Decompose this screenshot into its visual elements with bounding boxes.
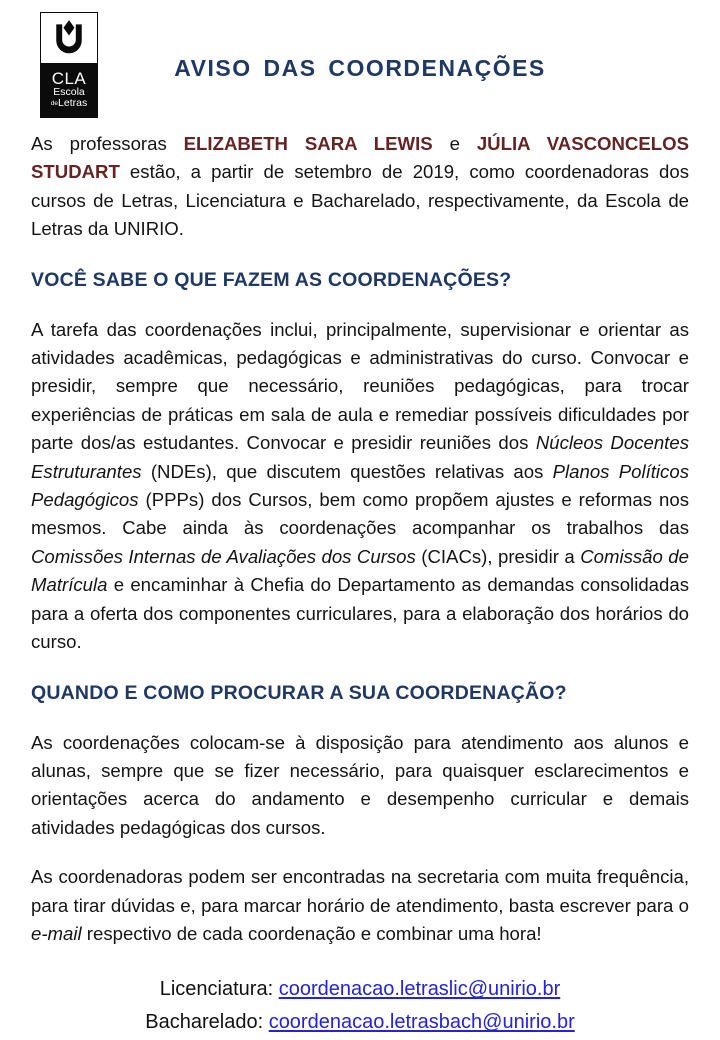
- document-header: [31, 12, 689, 120]
- text-segment-italic: Comissões Internas de Avaliações dos Cursos: [31, 545, 416, 567]
- bacharelado-email-link[interactable]: coordenacao.letrasbach@unirio.br: [268, 1011, 575, 1034]
- text-segment-bold-red: ELIZABETH SARA LEWIS: [183, 133, 433, 154]
- logo-de-word: de: [50, 99, 59, 107]
- how-to-schedule-paragraph: [31, 863, 689, 948]
- contact-emails-block: [31, 973, 689, 1039]
- coordination-tasks-paragraph: [31, 316, 689, 657]
- unirio-u-icon: [52, 19, 86, 57]
- text-segment-normal: e encaminhar à Chefia do Departamento as demandas consolidadas para a oferta dos componentes curriculares, para a elaboração dos horários do curso.: [31, 574, 689, 653]
- text-segment-normal: (PPPs) dos Cursos, bem como propõem ajustes e reformas nos mesmos. Cabe ainda às coordenações acompanhar os trabalhos das: [31, 489, 689, 539]
- intro-paragraph: [31, 130, 689, 244]
- availability-paragraph: [31, 729, 689, 843]
- licenciatura-label: Licenciatura:: [159, 978, 279, 1001]
- text-segment-normal: e: [432, 133, 477, 154]
- section-heading-when-how-to-contact: QUANDO E COMO PROCURAR A SUA COORDENAÇÃO?: [31, 681, 567, 704]
- text-segment-bold-red: JÚLIA VASCONCELOS STUDART: [31, 133, 689, 183]
- text-segment-italic: Comissão de Matrícula: [31, 545, 689, 596]
- section-heading-what-coordinations-do: VOCÊ SABE O QUE FAZEM AS COORDENAÇÕES?: [31, 268, 512, 291]
- logo-symbol-panel: [41, 13, 97, 63]
- bacharelado-contact-line: [31, 1006, 689, 1039]
- text-segment-normal: respectivo de cada coordenação e combinar uma hora!: [81, 922, 542, 944]
- licenciatura-contact-line: [31, 973, 689, 1006]
- text-segment-normal: (NDEs), que discutem questões relativas aos: [141, 460, 553, 482]
- logo-school-word: Escola: [53, 85, 85, 98]
- bacharelado-label: Bacharelado:: [145, 1011, 269, 1034]
- logo-letras-text: Letras: [58, 96, 88, 109]
- text-segment-normal: estão, a partir de setembro de 2019, como coordenadoras dos cursos de Letras, Licenciatura e Bacharelado, respectivamente, da Escola de Letras da UNIRIO.: [31, 161, 689, 240]
- text-segment-normal: A tarefa das coordenações inclui, principalmente, supervisionar e orientar as atividades acadêmicas, pedagógicas e administrativas do curso. Convocar e presidir, sempre que necessário, reuniões pedagógicas, para trocar experiências de práticas em sala de aula e remediar possíveis dificuldades por parte dos/as estudantes. Convocar e presidir reuniões dos: [31, 318, 689, 454]
- logo-letras-word: [41, 98, 97, 109]
- text-segment-normal: As professoras: [31, 133, 184, 154]
- text-segment-normal: (CIACs), presidir a: [415, 545, 581, 567]
- text-segment-italic: Núcleos Docentes Estruturantes: [31, 432, 689, 482]
- text-segment-italic: Planos Políticos Pedagógicos: [31, 460, 689, 511]
- document-body: [31, 130, 689, 1039]
- page-title: AVISO DAS COORDENAÇÕES: [174, 55, 546, 81]
- logo-text-panel: [41, 63, 97, 117]
- school-logo: [40, 12, 98, 118]
- logo-acronym: CLA: [51, 68, 87, 88]
- text-segment-normal: As coordenações colocam-se à disposição para atendimento aos alunos e alunas, sempre que se fizer necessário, para quaisquer esclarecimentos e orientações acerca do andamento e desempenho curricular e demais atividades pedagógicas dos cursos.: [31, 731, 689, 838]
- text-segment-normal: As coordenadoras podem ser encontradas na secretaria com muita frequência, para tirar dúvidas e, para marcar horário de atendimento, basta escrever para o: [31, 866, 689, 916]
- text-segment-italic: e-mail: [31, 922, 82, 944]
- licenciatura-email-link[interactable]: coordenacao.letraslic@unirio.br: [278, 978, 561, 1001]
